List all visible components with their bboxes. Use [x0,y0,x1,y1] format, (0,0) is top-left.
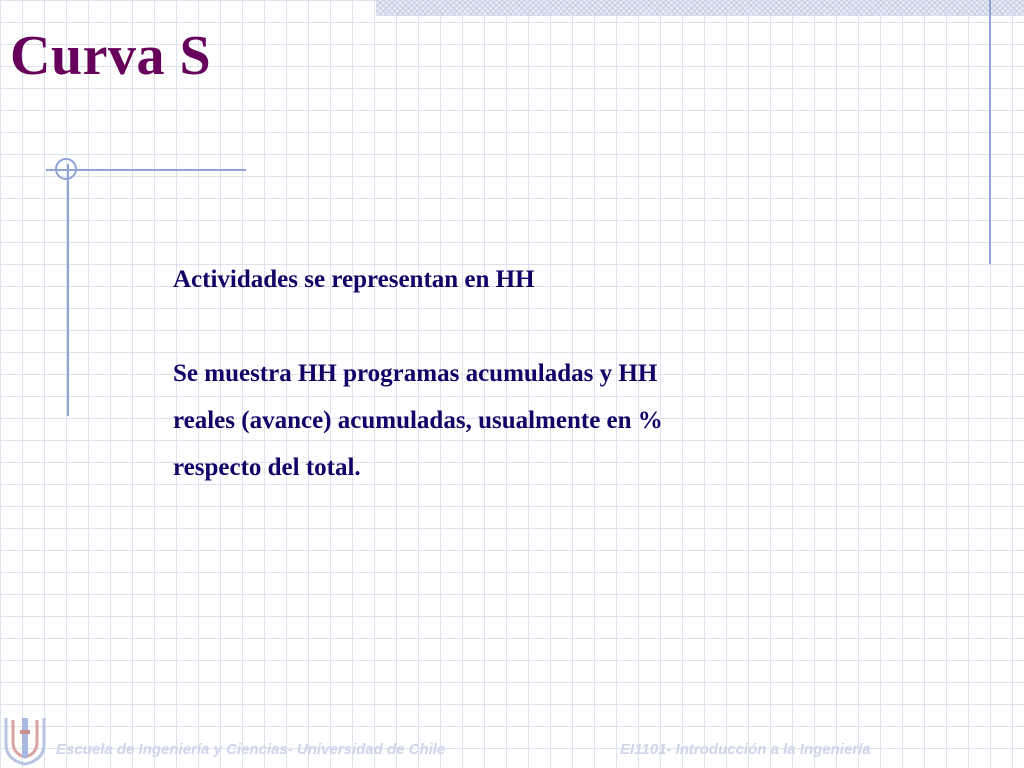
paragraph-line-1: Se muestra HH programas acumuladas y HH [173,360,658,387]
paragraph-gap [173,303,873,350]
paragraph-line-2: reales (avance) acumuladas, usualmente en % [173,407,663,434]
vertical-accent-line [67,164,69,416]
corner-circle-ornament [55,158,77,180]
university-crest-icon [2,714,48,766]
slide-body [173,256,873,491]
right-vertical-rule [989,0,991,264]
footer-institution-text: Escuela de Ingeniería y Ciencias- Universidad de Chile [56,741,446,758]
paragraph-activities: Actividades se representan en HH [173,266,535,293]
paragraph-line-3: respecto del total. [173,454,361,481]
footer-course-text: EI1101- Introducción a la Ingeniería [620,741,871,758]
slide-title: Curva S [10,25,212,87]
top-decorative-band [376,0,1024,16]
